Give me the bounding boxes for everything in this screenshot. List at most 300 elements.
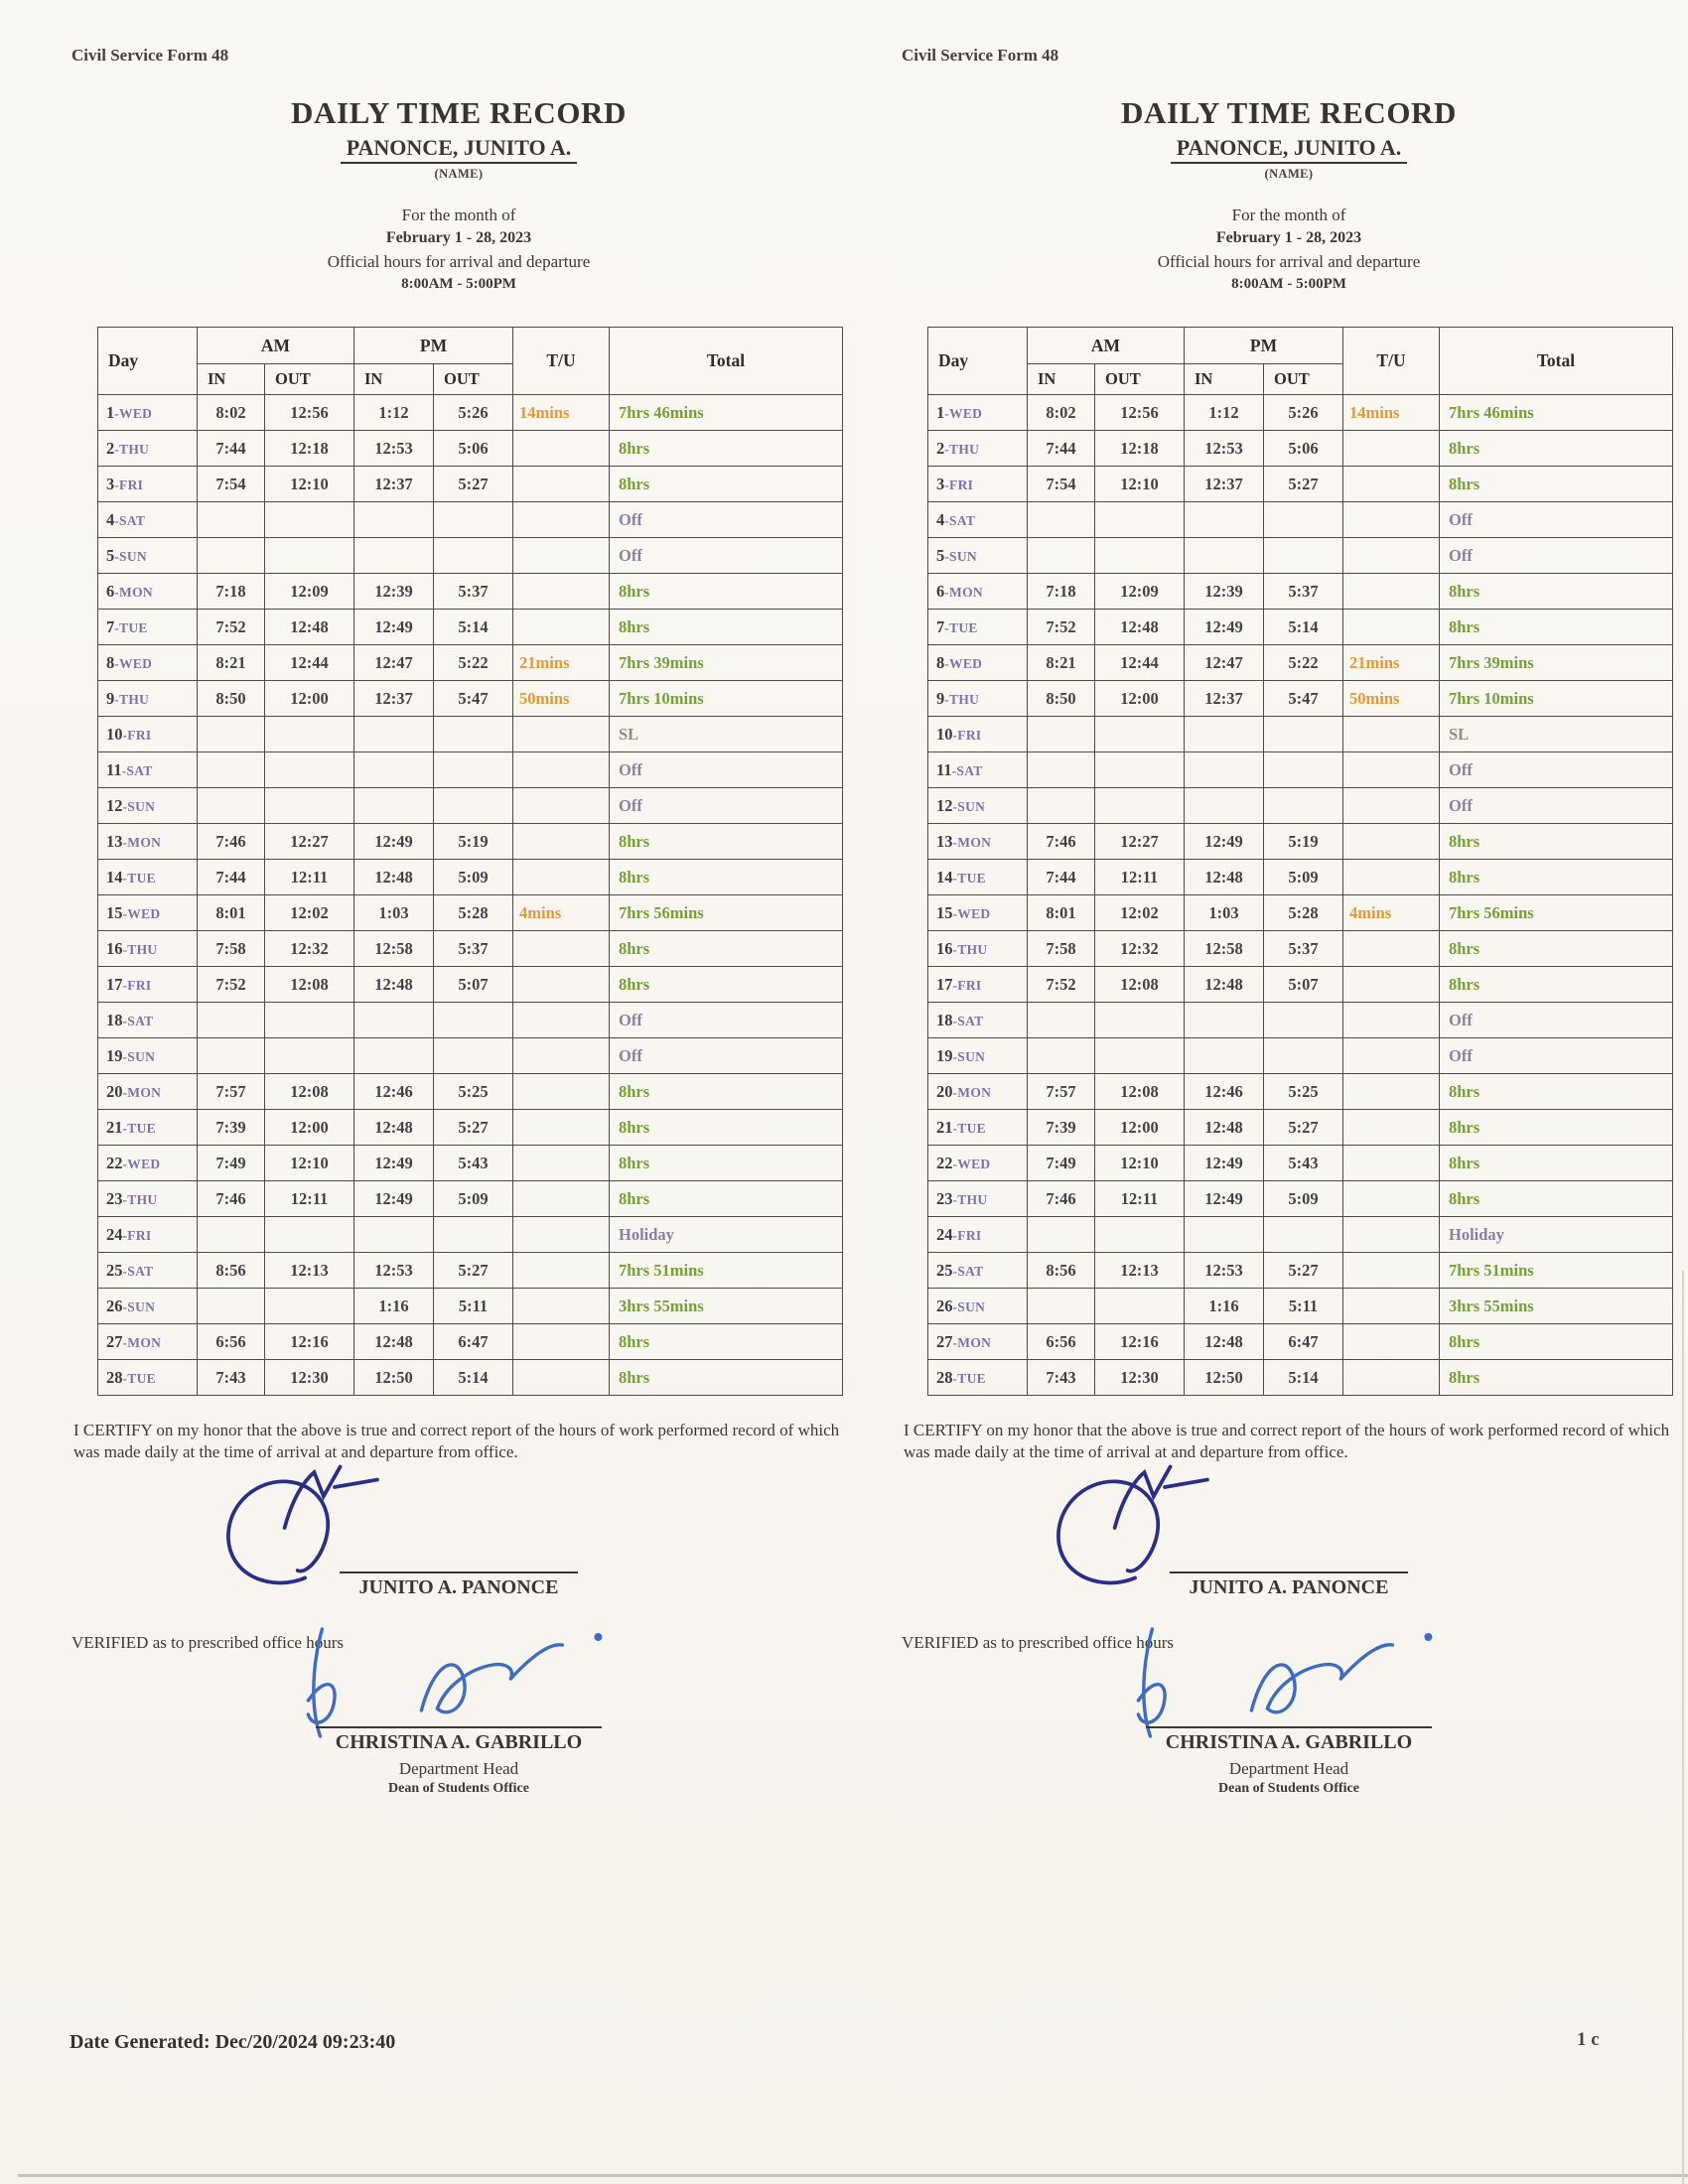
dtr-table-body	[928, 395, 1673, 1396]
table-row	[928, 1324, 1673, 1360]
total-cell: 8hrs	[610, 1324, 843, 1360]
day-cell	[928, 1324, 1028, 1360]
pm-in-cell	[1185, 538, 1264, 574]
day-suffix: -FRI	[114, 477, 144, 492]
col-header-total: Total	[1440, 328, 1673, 395]
am-out-cell: 12:09	[1095, 574, 1185, 610]
pm-out-cell: 5:28	[1264, 895, 1343, 931]
am-out-cell: 12:08	[1095, 967, 1185, 1003]
total-cell: Off	[1440, 502, 1673, 538]
pm-in-cell: 12:37	[1185, 681, 1264, 717]
official-hours-value: 8:00AM - 5:00PM	[1231, 276, 1346, 292]
day-suffix: -THU	[944, 441, 980, 457]
total-cell: 8hrs	[610, 931, 843, 967]
day-number: 15	[106, 902, 123, 922]
total-cell: 8hrs	[1440, 1360, 1673, 1396]
am-in-cell: 7:46	[1028, 1181, 1095, 1217]
col-header-pm-in: IN	[1185, 364, 1264, 395]
day-suffix: -FRI	[952, 977, 982, 993]
table-row	[98, 967, 843, 1003]
day-cell	[928, 681, 1028, 717]
total-cell: 8hrs	[1440, 824, 1673, 860]
col-header-am-out: OUT	[1095, 364, 1185, 395]
table-row	[928, 1253, 1673, 1289]
am-out-cell: 12:11	[265, 1181, 354, 1217]
pm-out-cell: 5:28	[434, 895, 513, 931]
table-row	[928, 895, 1673, 931]
col-header-am: AM	[198, 328, 354, 364]
day-suffix: -WED	[944, 405, 983, 421]
day-cell	[928, 1217, 1028, 1253]
am-out-cell	[1095, 538, 1185, 574]
table-row	[928, 431, 1673, 467]
tu-cell	[513, 610, 610, 645]
col-header-total: Total	[610, 328, 843, 395]
day-suffix: -SUN	[952, 1048, 986, 1064]
table-row	[98, 1038, 843, 1074]
am-in-cell: 7:46	[1028, 824, 1095, 860]
month-value: February 1 - 28, 2023	[385, 229, 532, 246]
am-out-cell: 12:30	[265, 1360, 354, 1396]
total-cell: Holiday	[610, 1217, 843, 1253]
day-number: 9	[106, 688, 115, 708]
am-in-cell: 7:44	[198, 431, 265, 467]
am-in-cell	[1028, 1289, 1095, 1324]
day-cell	[98, 681, 198, 717]
day-cell	[98, 502, 198, 538]
table-row	[98, 788, 843, 824]
day-cell	[928, 1253, 1028, 1289]
pm-out-cell	[434, 752, 513, 788]
tu-cell	[1343, 788, 1440, 824]
pm-out-cell: 5:11	[434, 1289, 513, 1324]
tu-cell	[513, 967, 610, 1003]
header-row-1	[928, 328, 1673, 364]
am-out-cell: 12:10	[1095, 1146, 1185, 1181]
tu-cell	[1343, 467, 1440, 502]
day-suffix: -TUE	[944, 619, 978, 635]
day-cell	[928, 574, 1028, 610]
table-row	[928, 788, 1673, 824]
total-cell: 8hrs	[1440, 467, 1673, 502]
official-hours-label: Official hours for arrival and departure	[1157, 252, 1421, 271]
day-number: 23	[106, 1188, 123, 1208]
table-row	[98, 645, 843, 681]
day-suffix: -THU	[944, 691, 980, 707]
total-cell: SL	[610, 717, 843, 752]
am-out-cell: 12:16	[1095, 1324, 1185, 1360]
month-label: For the month of	[1231, 205, 1346, 224]
pm-out-cell: 5:37	[1264, 574, 1343, 610]
pm-in-cell: 12:48	[354, 1324, 434, 1360]
col-header-pm-out: OUT	[434, 364, 513, 395]
pm-in-cell: 12:49	[354, 824, 434, 860]
am-out-cell: 12:02	[265, 895, 354, 931]
pm-in-cell: 12:48	[354, 1110, 434, 1146]
day-suffix: -FRI	[122, 1227, 152, 1243]
am-in-cell: 7:46	[198, 824, 265, 860]
verifier-signature-block	[71, 1667, 846, 1754]
day-number: 6	[106, 581, 115, 601]
pm-out-cell	[434, 1038, 513, 1074]
day-suffix: -TUE	[952, 870, 986, 886]
table-row	[98, 1253, 843, 1289]
table-row	[98, 1003, 843, 1038]
am-out-cell: 12:32	[265, 931, 354, 967]
pm-in-cell	[1185, 502, 1264, 538]
day-cell	[928, 1360, 1028, 1396]
day-cell	[98, 1074, 198, 1110]
pm-in-cell: 1:03	[1185, 895, 1264, 931]
pm-in-cell	[1185, 752, 1264, 788]
am-in-cell: 7:43	[198, 1360, 265, 1396]
day-number: 2	[936, 438, 945, 458]
am-in-cell: 8:50	[198, 681, 265, 717]
forms-container	[71, 46, 1676, 1797]
am-in-cell: 6:56	[1028, 1324, 1095, 1360]
tu-cell	[513, 752, 610, 788]
total-cell: 7hrs 39mins	[1440, 645, 1673, 681]
table-row	[928, 752, 1673, 788]
pm-in-cell: 12:46	[1185, 1074, 1264, 1110]
pm-in-cell	[354, 717, 434, 752]
total-cell: 8hrs	[610, 1110, 843, 1146]
pm-out-cell: 5:14	[434, 610, 513, 645]
day-number: 13	[936, 831, 953, 851]
table-row	[928, 1038, 1673, 1074]
pm-in-cell: 1:12	[1185, 395, 1264, 431]
am-out-cell: 12:00	[1095, 1110, 1185, 1146]
pm-out-cell	[1264, 502, 1343, 538]
table-row	[98, 681, 843, 717]
day-number: 2	[106, 438, 115, 458]
day-suffix: -MON	[122, 834, 162, 850]
table-row	[928, 1217, 1673, 1253]
col-header-tu: T/U	[1343, 328, 1440, 395]
am-out-cell: 12:00	[265, 1110, 354, 1146]
total-cell: 8hrs	[610, 467, 843, 502]
pm-in-cell	[1185, 788, 1264, 824]
pm-out-cell	[434, 1003, 513, 1038]
day-cell	[98, 1253, 198, 1289]
total-cell: 8hrs	[610, 574, 843, 610]
total-cell: 8hrs	[610, 1181, 843, 1217]
pm-in-cell: 12:53	[1185, 431, 1264, 467]
am-in-cell: 7:43	[1028, 1360, 1095, 1396]
day-number: 17	[106, 974, 123, 994]
col-header-am-in: IN	[198, 364, 265, 395]
tu-cell	[1343, 1181, 1440, 1217]
total-cell: 8hrs	[1440, 1146, 1673, 1181]
am-out-cell	[1095, 752, 1185, 788]
day-cell	[98, 1038, 198, 1074]
tu-cell	[513, 467, 610, 502]
pm-in-cell: 12:49	[1185, 1146, 1264, 1181]
verifier-title: Department Head	[1228, 1758, 1349, 1778]
am-out-cell: 12:44	[1095, 645, 1185, 681]
pm-in-cell: 12:49	[354, 1181, 434, 1217]
day-number: 12	[106, 795, 123, 815]
day-cell	[98, 967, 198, 1003]
pm-in-cell: 12:49	[1185, 824, 1264, 860]
day-suffix: -THU	[952, 941, 988, 957]
day-cell	[98, 431, 198, 467]
day-suffix: -SAT	[121, 762, 153, 778]
day-suffix: -WED	[122, 1156, 161, 1171]
total-cell: 8hrs	[1440, 1181, 1673, 1217]
pm-out-cell: 5:09	[434, 860, 513, 895]
am-in-cell	[1028, 1038, 1095, 1074]
day-cell	[98, 538, 198, 574]
day-number: 26	[936, 1296, 953, 1315]
page-indicator: 1 c	[1577, 2029, 1600, 2050]
col-header-pm-in: IN	[354, 364, 434, 395]
day-suffix: -SUN	[122, 1298, 156, 1314]
am-in-cell: 8:56	[1028, 1253, 1095, 1289]
day-number: 26	[106, 1296, 123, 1315]
tu-cell	[513, 1074, 610, 1110]
total-cell: 8hrs	[1440, 931, 1673, 967]
pm-in-cell	[354, 1217, 434, 1253]
total-cell: 8hrs	[1440, 1324, 1673, 1360]
day-number: 6	[936, 581, 945, 601]
pm-in-cell: 12:47	[354, 645, 434, 681]
table-row	[928, 931, 1673, 967]
table-row	[928, 395, 1673, 431]
total-cell: 8hrs	[610, 1360, 843, 1396]
scan-edge-bottom	[18, 2174, 1688, 2177]
day-cell	[98, 1217, 198, 1253]
tu-cell: 21mins	[1343, 645, 1440, 681]
am-in-cell: 7:49	[1028, 1146, 1095, 1181]
tu-cell: 14mins	[1343, 395, 1440, 431]
am-out-cell	[1095, 1289, 1185, 1324]
pm-in-cell: 12:48	[1185, 967, 1264, 1003]
total-cell: 7hrs 39mins	[610, 645, 843, 681]
am-out-cell: 12:13	[1095, 1253, 1185, 1289]
day-number: 25	[106, 1260, 123, 1280]
total-cell: 8hrs	[1440, 860, 1673, 895]
verifier-printed-name: CHRISTINA A. GABRILLO	[1146, 1726, 1432, 1754]
col-header-pm-out: OUT	[1264, 364, 1343, 395]
pm-in-cell: 12:53	[1185, 1253, 1264, 1289]
table-row	[98, 395, 843, 431]
table-row	[98, 1289, 843, 1324]
pm-out-cell: 5:43	[434, 1146, 513, 1181]
am-out-cell: 12:48	[1095, 610, 1185, 645]
am-in-cell: 7:57	[1028, 1074, 1095, 1110]
tu-cell: 50mins	[1343, 681, 1440, 717]
day-number: 16	[936, 938, 953, 958]
day-cell	[98, 895, 198, 931]
col-header-am-in: IN	[1028, 364, 1095, 395]
pm-out-cell: 5:09	[434, 1181, 513, 1217]
tu-cell	[513, 1217, 610, 1253]
day-cell	[98, 860, 198, 895]
am-in-cell: 8:21	[1028, 645, 1095, 681]
am-out-cell: 12:13	[265, 1253, 354, 1289]
table-row	[928, 1360, 1673, 1396]
day-cell	[928, 431, 1028, 467]
table-row	[928, 1074, 1673, 1110]
day-cell	[98, 467, 198, 502]
pm-out-cell: 5:11	[1264, 1289, 1343, 1324]
am-out-cell	[1095, 788, 1185, 824]
tu-cell	[513, 1289, 610, 1324]
day-cell	[928, 395, 1028, 431]
am-out-cell: 12:16	[265, 1324, 354, 1360]
tu-cell	[513, 860, 610, 895]
day-suffix: -FRI	[944, 477, 974, 492]
am-in-cell: 7:52	[198, 610, 265, 645]
day-suffix: -SAT	[944, 512, 976, 528]
total-cell: Off	[1440, 788, 1673, 824]
am-in-cell: 7:54	[1028, 467, 1095, 502]
verifier-office: Dean of Students Office	[1218, 1780, 1359, 1796]
day-suffix: -MON	[944, 584, 983, 600]
day-number: 24	[106, 1224, 123, 1244]
day-suffix: -MON	[122, 1334, 162, 1350]
day-suffix: -TUE	[122, 1370, 156, 1386]
verifier-title: Department Head	[398, 1758, 519, 1778]
day-suffix: -TUE	[114, 619, 148, 635]
pm-in-cell: 12:49	[1185, 610, 1264, 645]
pm-out-cell	[1264, 1217, 1343, 1253]
certify-text: I CERTIFY on my honor that the above is true and correct report of the hours of work performed record of which was made daily at the time of arrival at and departure from office.	[73, 1421, 840, 1462]
am-out-cell: 12:10	[1095, 467, 1185, 502]
col-header-am: AM	[1028, 328, 1185, 364]
pm-in-cell: 12:48	[1185, 1110, 1264, 1146]
am-in-cell	[1028, 502, 1095, 538]
am-out-cell	[265, 752, 354, 788]
pm-in-cell: 12:39	[1185, 574, 1264, 610]
scan-edge-right	[1682, 1271, 1684, 2184]
pm-in-cell: 12:53	[354, 431, 434, 467]
pm-in-cell: 12:48	[354, 967, 434, 1003]
tu-cell	[513, 1003, 610, 1038]
tu-cell	[1343, 538, 1440, 574]
day-suffix: -SUN	[952, 798, 986, 814]
day-cell	[928, 502, 1028, 538]
am-in-cell	[198, 752, 265, 788]
day-number: 8	[936, 652, 945, 672]
day-number: 11	[106, 759, 122, 779]
table-row	[928, 717, 1673, 752]
total-cell: 8hrs	[1440, 610, 1673, 645]
pm-in-cell	[1185, 1217, 1264, 1253]
am-in-cell: 7:58	[198, 931, 265, 967]
tu-cell	[1343, 1003, 1440, 1038]
am-in-cell	[1028, 1217, 1095, 1253]
am-in-cell: 7:44	[198, 860, 265, 895]
pm-out-cell: 5:14	[434, 1360, 513, 1396]
name-caption: (NAME)	[1264, 167, 1314, 181]
day-number: 21	[936, 1117, 953, 1137]
day-cell	[98, 395, 198, 431]
am-in-cell: 8:02	[198, 395, 265, 431]
table-row	[928, 610, 1673, 645]
tu-cell	[1343, 1217, 1440, 1253]
am-in-cell: 7:46	[198, 1181, 265, 1217]
am-in-cell: 7:44	[1028, 431, 1095, 467]
am-in-cell: 7:54	[198, 467, 265, 502]
pm-in-cell	[354, 1003, 434, 1038]
pm-out-cell: 5:19	[1264, 824, 1343, 860]
daily-time-record-form	[902, 46, 1676, 1797]
header-row-1	[98, 328, 843, 364]
day-number: 19	[936, 1045, 953, 1065]
day-number: 3	[936, 474, 945, 493]
tu-cell	[513, 717, 610, 752]
day-number: 27	[936, 1331, 953, 1351]
table-row	[928, 574, 1673, 610]
verifier-signature-line	[71, 1726, 846, 1754]
pm-out-cell: 5:27	[1264, 1110, 1343, 1146]
pm-in-cell: 12:48	[354, 860, 434, 895]
tu-cell	[513, 574, 610, 610]
day-suffix: -THU	[114, 691, 150, 707]
day-cell	[928, 1146, 1028, 1181]
total-cell: 7hrs 46mins	[1440, 395, 1673, 431]
tu-cell	[513, 431, 610, 467]
day-number: 10	[936, 724, 953, 744]
pm-in-cell: 12:50	[1185, 1360, 1264, 1396]
dtr-table-head	[98, 328, 843, 395]
pm-out-cell: 5:19	[434, 824, 513, 860]
day-suffix: -TUE	[122, 1120, 156, 1136]
dtr-table	[927, 327, 1673, 1396]
table-row	[928, 860, 1673, 895]
day-cell	[928, 538, 1028, 574]
am-out-cell: 12:02	[1095, 895, 1185, 931]
tu-cell	[513, 538, 610, 574]
pm-out-cell: 6:47	[1264, 1324, 1343, 1360]
am-in-cell	[1028, 788, 1095, 824]
day-number: 20	[936, 1081, 953, 1101]
tu-cell	[513, 1360, 610, 1396]
pm-in-cell: 1:03	[354, 895, 434, 931]
day-cell	[928, 1289, 1028, 1324]
am-out-cell: 12:00	[1095, 681, 1185, 717]
tu-cell	[1343, 824, 1440, 860]
pm-in-cell: 12:48	[1185, 860, 1264, 895]
day-cell	[98, 1003, 198, 1038]
table-row	[928, 467, 1673, 502]
table-row	[928, 1110, 1673, 1146]
am-out-cell: 12:44	[265, 645, 354, 681]
tu-cell	[1343, 502, 1440, 538]
am-in-cell: 6:56	[198, 1324, 265, 1360]
month-label: For the month of	[401, 205, 516, 224]
total-cell: 8hrs	[1440, 1110, 1673, 1146]
employee-signature-line	[902, 1571, 1676, 1599]
pm-out-cell: 5:27	[1264, 1253, 1343, 1289]
am-out-cell: 12:56	[1095, 395, 1185, 431]
am-in-cell: 7:39	[1028, 1110, 1095, 1146]
day-suffix: -MON	[122, 1084, 162, 1100]
pm-out-cell: 5:14	[1264, 1360, 1343, 1396]
day-number: 7	[106, 616, 115, 636]
day-suffix: -MON	[952, 1334, 992, 1350]
total-cell: 8hrs	[610, 1074, 843, 1110]
total-cell: SL	[1440, 717, 1673, 752]
pm-in-cell: 1:12	[354, 395, 434, 431]
day-number: 20	[106, 1081, 123, 1101]
table-row	[928, 681, 1673, 717]
pm-in-cell: 12:49	[1185, 1181, 1264, 1217]
tu-cell	[1343, 860, 1440, 895]
pm-out-cell	[1264, 1038, 1343, 1074]
